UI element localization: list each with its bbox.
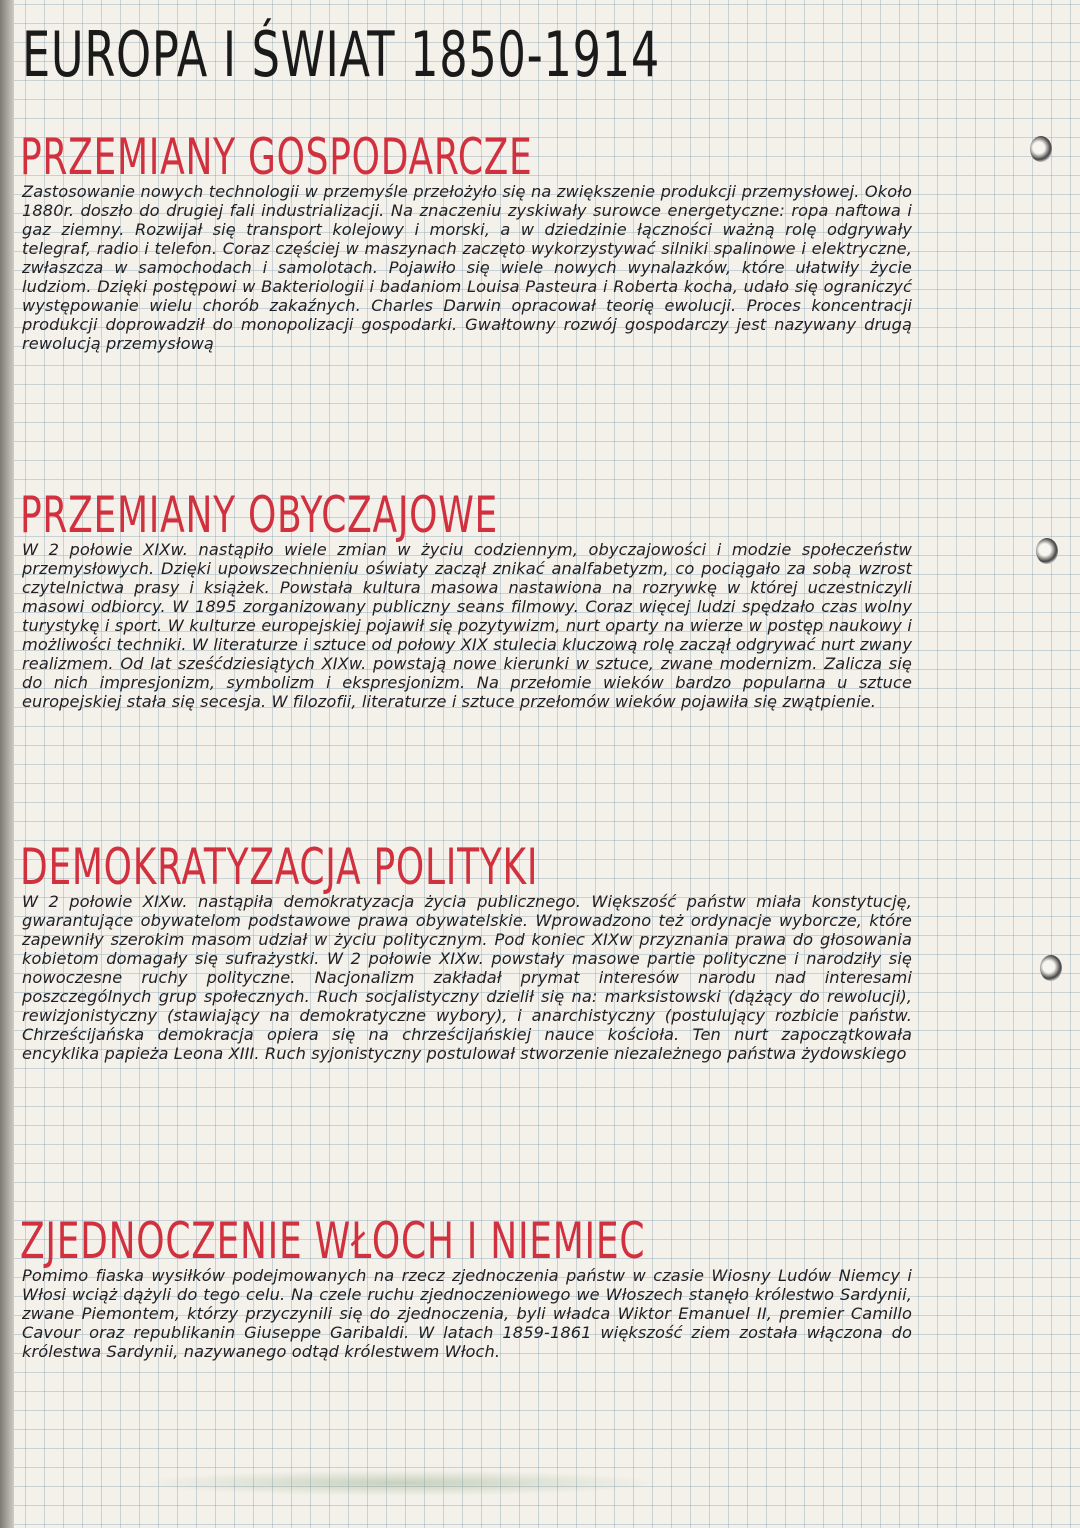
section-text: Pomimo fiaska wysiłków podejmowanych na rzecz zjednoczenia państw w czasie Wiosny Ludów Niemcy i Włosi wciąż dążyli do tego celu. Na czele ruchu zjednoczeniowego we Włoszech stanęło królestwo Sardynii, zwane Piemontem, którzy przyczynili się do zjednoczenia, byli władca Wiktor Emanuel II, premier Camillo Cavour oraz republikanin Giuseppe Garibaldi. W latach 1859-1861 większość ziem została włączona do królestwa Sardynii, nazywanego odtąd królestwem Włoch. (22, 1266, 912, 1361)
binder-hole (1030, 136, 1052, 162)
section-heading: ZJEDNOCZENIE WŁOCH I NIEMIEC (20, 1212, 646, 1270)
section-text: W 2 połowie XIXw. nastąpiło wiele zmian w życiu codziennym, obyczajowości i modzie społeczeństw przemysłowych. Dzięki upowszechnieniu oświaty zaczął znikać analfabetyzm, co pociągało za sobą wzrost czytelnictwa prasy i książek. Powstała kultura masowa nastawiona na rozrywkę w której uczestniczyli masowi odbiorcy. W 1895 zorganizowany publiczny seans filmowy. Coraz więcej ludzi spędzało czas wolny turystykę i sport. W kulturze europejskiej pojawił się pozytywizm, nurt oparty na wierze w postęp naukowy i możliwości techniki. W literaturze i sztuce od połowy XIX stulecia kluczową rolę zaczął odgrywać nurt zwany realizmem. Od lat sześćdziesiątych XIXw. powstają nowe kierunki w sztuce, zwane modernizm. Zalicza się do nich impresjonizm, symbolizm i ekspresjonizm. Na przełomie wieków bardzo popularna u sztuce europejskiej stała się secesja. W filozofii, literaturze i sztuce przełomów wieków pojawiła się zwątpienie. (22, 540, 912, 711)
section-economic-changes (20, 128, 920, 353)
ink-smudge (140, 1470, 660, 1496)
binder-hole (1040, 955, 1062, 981)
page-title: EUROPA I ŚWIAT 1850-1914 (22, 18, 660, 91)
section-heading: DEMOKRATYZACJA POLITYKI (20, 838, 539, 896)
section-text: W 2 połowie XIXw. nastąpiła demokratyzacja życia publicznego. Większość państw miała konstytucję, gwarantujące obywatelom podstawowe prawa obywatelskie. Wprowadzono też ordynacje wyborcze, które zapewniły szerokim masom udział w życiu politycznym. Pod koniec XIXw przyznania prawa do głosowania kobietom domagały się sufrażystki. W 2 połowie XIXw. powstały masowe partie polityczne i narodziły się nowoczesne ruchy polityczne. Nacjonalizm zakładał prymat interesów narodu nad interesami poszczególnych grup społecznych. Ruch socjalistyczny dzielił się na: marksistowski (dążący do rewolucji), rewizjonistyczny (stawiający na demokratyczne wybory), i anarchistyczny (postulujący rozbicie państw. Chrześcijańska demokracja opiera się na chrześcijańskiej nauce kościoła. Ten nurt zapoczątkowała encyklika papieża Leona XIII. Ruch syjonistyczny postulował stworzenie niezależnego państwa żydowskiego (22, 892, 912, 1063)
section-democratization (20, 838, 920, 1063)
section-heading: PRZEMIANY OBYCZAJOWE (20, 486, 499, 544)
section-text: Zastosowanie nowych technologii w przemyśle przełożyło się na zwiększenie produkcji przemysłowej. Około 1880r. doszło do drugiej fali industrializacji. Na znaczeniu zyskiwały surowce energetyczne: ropa naftowa i gaz ziemny. Rozwijał się transport kolejowy i morski, a w dziedzinie łączności ważną rolę odgrywały telegraf, radio i telefon. Coraz częściej w maszynach zaczęto wykorzystywać silniki spalinowe i elektryczne, zwłaszcza w samochodach i samolotach. Pojawiło się wiele nowych wynalazków, które ułatwiły życie ludziom. Dzięki postępowi w Bakteriologii i badaniom Louisa Pasteura i Roberta kocha, udało się ograniczyć występowanie wielu chorób zakaźnych. Charles Darwin opracował teorię ewolucji. Proces koncentracji produkcji doprowadził do monopolizacji gospodarki. Gwałtowny rozwój gospodarczy jest nazywany drugą rewolucją przemysłową (22, 182, 912, 353)
section-social-changes (20, 486, 920, 711)
section-unification (20, 1212, 920, 1361)
page-edge-shadow (0, 0, 14, 1528)
binder-hole (1036, 538, 1058, 564)
section-heading: PRZEMIANY GOSPODARCZE (20, 128, 533, 186)
